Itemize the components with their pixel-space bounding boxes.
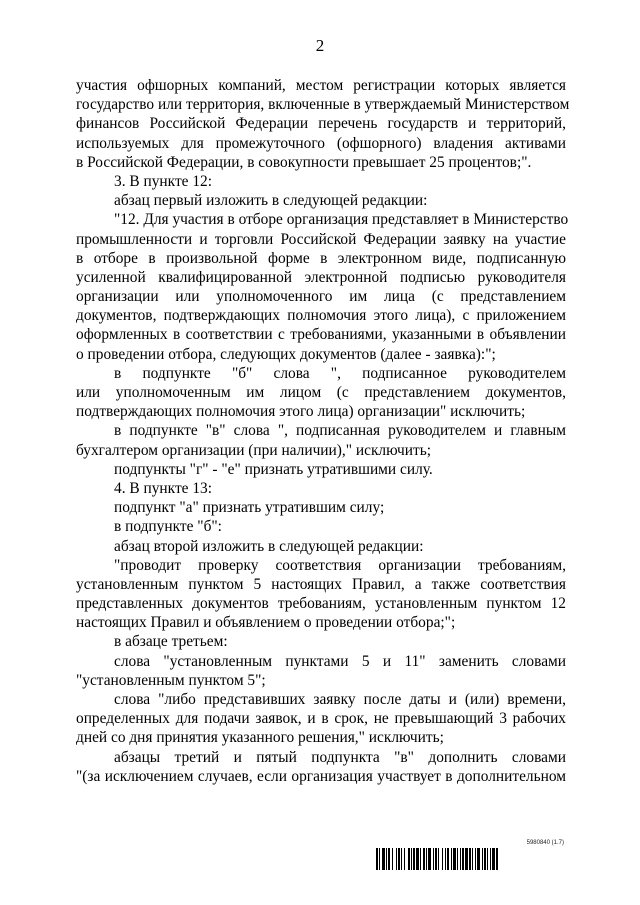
text-line: о проведении отбора, следующих документов (далее - заявка):"; [76, 345, 496, 363]
document-body [76, 76, 570, 786]
text-line: "12. Для участия в отборе организация представляет в Министерство [114, 211, 569, 229]
text-line: участия офшорных компаний, местом регистрации которых является [76, 77, 566, 94]
text-line: установленным пунктом 5 настоящих Правил, а также соответствия [76, 575, 566, 593]
text-line: оформленных в соответствии с требованиями, указанными в объявлении [76, 326, 566, 344]
text-line: или уполномоченным им лицом (с представлением документов, [76, 384, 566, 401]
text-line: настоящих Правил и объявлением о проведении отбора;"; [76, 614, 456, 632]
text-line: в подпункте "б": [114, 518, 222, 536]
text-line: организации или уполномоченного им лица (с представлением [76, 288, 566, 306]
text-line: представленных документов требованиям, установленным пунктом 12 [76, 595, 566, 613]
text-line: абзац первый изложить в следующей редакции: [114, 192, 428, 210]
text-line: "установленным пунктом 5"; [76, 671, 266, 689]
text-line: государство или территория, включенные в утверждаемый Министерством [76, 96, 570, 114]
text-line: в подпункте "б" слова ", подписанное руководителем [114, 364, 566, 382]
text-line: "(за исключением случаев, если организация участвует в дополнительном [76, 767, 566, 785]
barcode-code: 5980840 (1.7) [526, 840, 564, 846]
text-line: 4. В пункте 13: [114, 479, 213, 497]
page-number: 2 [315, 36, 325, 55]
text-line: подтверждающих полномочия этого лица) организации" исключить; [76, 403, 526, 421]
text-line: подпункт "а" признать утратившим силу; [114, 499, 385, 517]
text-line: в Российской Федерации, в совокупности превышает 25 процентов;". [76, 153, 532, 171]
text-line: бухгалтером организации (при наличии)," исключить; [76, 441, 432, 459]
text-line: определенных для подачи заявок, и в срок, не превышающий 3 рабочих [76, 710, 566, 728]
text-line: слова "установленным пунктами 5 и 11" заменить словами [114, 652, 566, 670]
text-line: абзацы третий и пятый подпункта "в" дополнить словами [114, 748, 566, 766]
text-line: дней со дня принятия указанного решения," исключить; [76, 729, 444, 747]
text-line: в подпункте "в" слова ", подписанная руководителем и главным [114, 422, 566, 440]
text-line: 3. В пункте 12: [114, 172, 213, 190]
text-line: промышленности и торговли Российской Федерации заявку на участие [76, 230, 566, 248]
barcode [376, 848, 566, 870]
text-line: документов, подтверждающих полномочия этого лица), с приложением [76, 307, 566, 325]
text-line: финансов Российской Федерации перечень государств и территорий, [76, 115, 566, 133]
text-line: слова "либо представивших заявку после даты и (или) времени, [114, 691, 566, 708]
text-line: "проводит проверку соответствия организации требованиям, [114, 556, 566, 574]
text-line: абзац второй изложить в следующей редакции: [114, 537, 424, 555]
text-line: усиленной квалифицированной электронной подписью руководителя [76, 268, 566, 286]
text-line: в отборе в произвольной форме в электронном виде, подписанную [76, 249, 566, 267]
text-line: подпункты "г" - "е" признать утратившими силу. [114, 460, 433, 478]
text-line: в абзаце третьем: [114, 633, 228, 651]
text-line: используемых для промежуточного (офшорного) владения активами [76, 134, 566, 152]
